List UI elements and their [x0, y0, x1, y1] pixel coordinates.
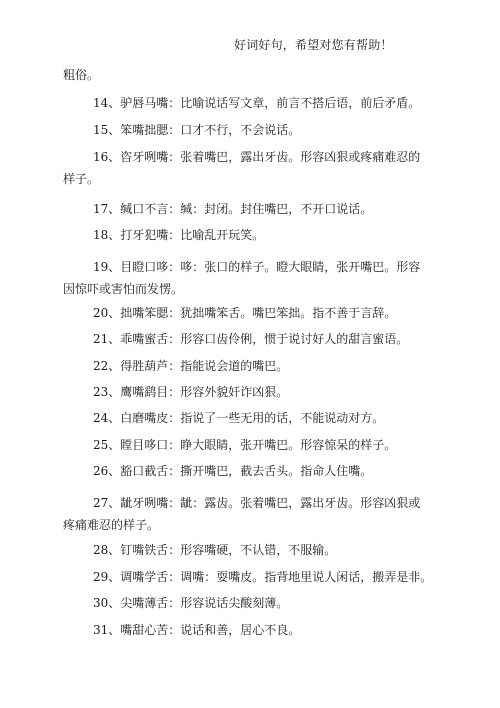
list-item [63, 460, 433, 482]
item-number: 25 [93, 438, 109, 452]
item-text: 、豁口截舌：撕开嘴巴，截去舌头。指命人住嘴。 [108, 464, 373, 478]
item-number: 26 [93, 464, 109, 478]
item-continuation: 疼痛难忍的样子。 [63, 518, 160, 532]
item-number: 21 [93, 332, 109, 346]
list-item [63, 492, 433, 536]
list-item [63, 302, 433, 324]
item-text: 、瞠目哆口：睁大眼睛，张开嘴巴。形容惊呆的样子。 [108, 438, 397, 452]
item-text: 、目瞪口哆：哆：张口的样子。瞪大眼睛，张开嘴巴。形容 [108, 260, 421, 274]
item-text: 、嘴甜心苦：说话和善，居心不良。 [108, 623, 301, 637]
list-item [63, 328, 433, 350]
item-number: 27 [93, 496, 109, 510]
item-number: 24 [93, 411, 109, 425]
list-item [63, 566, 433, 588]
list-item [63, 256, 433, 300]
item-number: 31 [93, 623, 109, 637]
item-text: 、驴唇马嘴：比喻说话写文章，前言不搭后语，前后矛盾。 [108, 96, 421, 110]
item-text: 、得胜葫芦：指能说会道的嘴巴。 [108, 359, 289, 373]
item-text: 、咨牙咧嘴：张着嘴巴，露出牙齿。形容凶狠或疼痛难忍的 [108, 150, 421, 164]
item-continuation: 样子。 [63, 172, 100, 186]
item-number: 19 [93, 260, 109, 274]
list-item [63, 407, 433, 429]
item-number: 16 [93, 150, 109, 164]
item-number: 14 [93, 96, 109, 110]
item-text: 、龇牙咧嘴：龇：露齿。张着嘴巴，露出牙齿。形容凶狠或 [108, 496, 421, 510]
page-header: 好词好句，希望对您有帮助！ [234, 38, 393, 52]
item-text: 、打牙犯嘴：比喻乱开玩笑。 [108, 228, 265, 242]
list-item [63, 434, 433, 456]
item-number: 15 [93, 123, 109, 137]
item-text: 、乖嘴蜜舌：形容口齿伶俐，惯于说讨好人的甜言蜜语。 [108, 332, 409, 346]
item-text: 、鹰嘴鹞目：形容外貌奸诈凶狠。 [108, 385, 289, 399]
continuation-text: 粗俗。 [63, 68, 100, 82]
list-item [63, 146, 433, 190]
item-text: 、拙嘴笨腮：犹拙嘴笨舌。嘴巴笨拙。指不善于言辞。 [108, 306, 397, 320]
item-continuation: 因惊吓或害怕而发愣。 [63, 282, 184, 296]
item-number: 23 [93, 385, 109, 399]
list-item [63, 92, 433, 114]
item-text: 、调嘴学舌：调嘴：耍嘴皮。指背地里说人闲话，搬弄是非。 [108, 570, 433, 584]
item-number: 18 [93, 228, 109, 242]
list-item [63, 539, 433, 561]
list-item [63, 355, 433, 377]
item-text: 、缄口不言：缄：封闭。封住嘴巴，不开口说话。 [108, 202, 373, 216]
item-number: 20 [93, 306, 109, 320]
item-text: 、钉嘴铁舌：形容嘴硬，不认错，不服输。 [108, 543, 337, 557]
list-item [63, 119, 433, 141]
item-text: 、白磨嘴皮：指说了一些无用的话，不能说动对方。 [108, 411, 385, 425]
list-item [63, 224, 433, 246]
list-item [63, 592, 433, 614]
item-number: 30 [93, 596, 109, 610]
item-number: 17 [93, 202, 109, 216]
item-number: 28 [93, 543, 109, 557]
list-item [63, 381, 433, 403]
item-text: 、笨嘴拙腮：口才不行，不会说话。 [108, 123, 301, 137]
list-item [63, 619, 433, 641]
item-number: 22 [93, 359, 109, 373]
item-text: 、尖嘴薄舌：形容说话尖酸刻薄。 [108, 596, 289, 610]
item-number: 29 [93, 570, 109, 584]
list-item [63, 198, 433, 220]
